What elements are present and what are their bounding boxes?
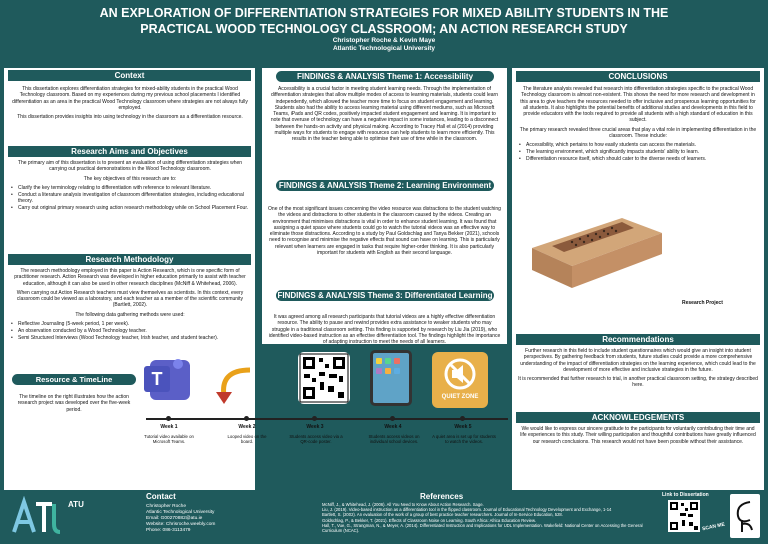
quiet-zone-label: QUIET ZONE	[441, 394, 479, 400]
recommendations-body	[518, 348, 758, 392]
contact-heading: Contact	[146, 492, 176, 501]
teams-logo	[140, 352, 196, 408]
week-label: Week 4	[384, 424, 402, 430]
contact-website[interactable]: Website: Chrisroche.weebly.com	[146, 522, 216, 527]
aims-item: • Carry out original primary research using action research methodology while on School Placement Four.	[10, 205, 250, 211]
acknowledgements-heading: ACKNOWLEDGEMENTS	[516, 412, 760, 423]
theme2-body: One of the most significant issues concerning the video resource was distractions to the student watching the videos and distractions to other students in the classroom caused by the videos. Creating an environment that minimises distractions is vital in order to enhance student learning. It was found that assigning a quiet space where students could go to watch the tutorial videos was an effective way to eliminate those distractions. According to a study by Paul Goldschlag and Tanya Bekker (2021), schools need to recognise and minimise the negative effects that sound can have on learning. This is particularly relevant when learners are engaged in tasks that require higher-order thinking. It is also particularly important for students with English as their second language.	[268, 206, 501, 257]
timeline-marker	[312, 416, 317, 421]
timeline-axis	[146, 418, 508, 420]
logo-text: ATU	[68, 500, 84, 509]
timeline-marker	[390, 416, 395, 421]
poster-title	[0, 0, 768, 37]
scan-me-label: SCAN ME	[701, 521, 726, 533]
middle-column	[262, 68, 507, 344]
week-description: Students access video via a QR-code poster.	[289, 434, 343, 445]
conclusion-item: • Accessibility, which pertains to how easily students can access the materials.	[518, 142, 758, 148]
svg-text:T: T	[151, 369, 163, 389]
contact-org: Atlantic Technological University	[146, 510, 215, 515]
signature-logo	[730, 494, 760, 538]
methodology-heading: Research Methodology	[8, 254, 251, 265]
week-label: Week 3	[306, 424, 324, 430]
conclusions-body	[518, 86, 758, 163]
methodology-p2: When carrying out Action Research teachers must view themselves as scientists. In this context, every classroom could be viewed as a laboratory, and each teacher as a member of the scientific community (Bartlett, 2002).	[16, 289, 244, 309]
timeline-heading: Resource & TimeLine	[12, 374, 136, 385]
aims-p2: The key objectives of this research are to:	[83, 175, 177, 182]
teams-icon	[140, 352, 196, 408]
methodology-body	[10, 268, 250, 341]
university: Atlantic Technological University	[332, 45, 436, 52]
signature-icon	[730, 494, 760, 538]
qr-code-icon	[298, 352, 350, 404]
context-p2: This dissertation provides insights into using technology in the classroom as a differentiation resource.	[17, 114, 243, 121]
week-description: Students access videos on individual school devices.	[368, 434, 420, 445]
atu-logo	[8, 496, 64, 538]
method-item: • Semi Structured Interviews (Wood Technology teacher, Irish teacher, and student teacher).	[10, 335, 250, 341]
poster-footer	[0, 490, 768, 544]
conclusions-heading: CONCLUSIONS	[516, 71, 760, 82]
conclusions-p1: The literature analysis revealed that research into differentiation strategies specific to the practical Wood Technology classroom is almost non-existent. This shows the need for more research and development in this area to give teachers the resources needed to offer inclusive and prosperous learning opportunities for all students. It also highlights the potential benefits of additional studies and developments in this field to provide educators with the tools required to provide all students with a high standard of education in this subject.	[520, 86, 756, 124]
image-caption: Research Project	[682, 300, 723, 306]
contact-phone: Phone: 086-3113479	[146, 528, 191, 533]
recommendations-p1: Further research in this field to include student questionnaires which would give an insight into student perspectives. By gathering feedback from students, future studies could provide a more comprehensive understanding of the impact of differentiation strategies on the learning experience, which could lead to the development of more effective and inclusive strategies in the future.	[520, 348, 756, 373]
method-item: • An observation conducted by a Wood Technology teacher.	[10, 328, 250, 334]
methodology-p3: The following data gathering methods were used:	[75, 311, 185, 318]
week-label: Week 5	[454, 424, 472, 430]
context-body	[12, 86, 248, 123]
conclusion-item: • The learning environment, which significantly impacts students' ability to learn.	[518, 149, 758, 155]
method-item: • Reflective Journaling (5-week period, 1 per week).	[10, 321, 250, 327]
research-project-image	[522, 188, 672, 298]
week-description: Tutorial video available on Microsoft Teams.	[144, 434, 194, 445]
conclusions-p2: The primary research revealed three crucial areas that play a vital role in implementing differentiation in the classroom. These include:	[519, 126, 757, 140]
contact-email[interactable]: Email: G00270882@atu.ie	[146, 516, 203, 521]
contact-name: Christopher Roche	[146, 504, 186, 509]
aims-item: • Clarify the key terminology relating to differentiation with reference to relevant literature.	[10, 185, 250, 191]
theme3-heading: FINDINGS & ANALYSIS Theme 3: Differentiated Learning	[277, 291, 493, 300]
quiet-zone-sign	[432, 352, 488, 408]
ipad-image	[368, 348, 414, 408]
dissertation-qr-code[interactable]	[668, 500, 700, 532]
theme1-heading: FINDINGS & ANALYSIS Theme 1: Accessibility	[276, 71, 494, 82]
theme3-body: It was agreed among all research participants that tutorial videos are a highly effective differentiation resource. The ability to pause and rewind provides extra assistance to weaker students who may struggle in a traditional classroom setting. This finding is supported by research by Liu Jia (2019), who identified video-based instruction as an effective differentiation tool. The findings highlight the importance of adapting instruction to meet the needs of all learners.	[268, 314, 501, 346]
context-p1: This dissertation explores differentiation strategies for mixed-ability students in the practical Wood Technology classroom. Based on my experiences during my previous school placements I identified differentiation as an area in the practical Wood Technology classroom where strategies are not always fully employed.	[12, 86, 248, 111]
timeline-marker	[460, 416, 465, 421]
methodology-list	[10, 321, 250, 341]
timeline-marker	[166, 416, 171, 421]
reference-item: McNiff, J., & Whitehead, J. (2006). All You Need to Know About Action Research. Sage.	[322, 502, 484, 507]
reference-item: Goldschlag, P., & Bekker, T. (2021). Effects of Classroom Noise on Learning. South Africa: Africa Education Review.	[322, 517, 536, 523]
recommendations-p2: It is recommended that further research to trial, in another practical classroom setting, the strategy described here.	[518, 376, 758, 389]
week-label: Week 1	[160, 424, 178, 430]
tablet-icon	[368, 348, 414, 408]
qr-code-icon	[668, 500, 700, 532]
timeline-body: The timeline on the right illustrates how the action research project was developed over the five-week period.	[17, 394, 131, 413]
right-column	[512, 68, 764, 490]
context-heading: Context	[8, 70, 251, 81]
reference-item: Liu, J. (2019). Video-based instruction as a differentiation tool in the flipped classroom. Journal of Educational Technology Development and Exchange, 1-14	[322, 507, 612, 513]
conclusion-item: • Differentiation resource itself, which should cater to the diverse needs of learners.	[518, 156, 758, 162]
theme2-heading: FINDINGS & ANALYSIS Theme 2: Learning Environment	[276, 180, 494, 191]
title-line-2: PRACTICAL WOOD TECHNOLOGY CLASSROOM; AN ACTION RESEARCH STUDY	[140, 22, 628, 36]
week-description: Looped video on the board.	[227, 434, 267, 445]
methodology-p1: The research methodology employed in this paper is Action Research, which is one specific form of practitioner research. Action Research was developed in higher education primarily to assist with teacher education, although it can also be used in other research disciplines (McNiff & Whitehead, 2006).	[14, 268, 246, 287]
aims-p1: The primary aim of this dissertation is to present an evaluation of using differentiation strategies when carrying out practical demonstrations in the Wood Technology classroom.	[17, 160, 243, 173]
timeline-marker	[244, 416, 249, 421]
week-description: A quiet area is set up for students to watch the videos.	[432, 434, 496, 445]
aims-heading: Research Aims and Objectives	[8, 146, 251, 157]
title-line-1: AN EXPLORATION OF DIFFERENTIATION STRATEGIES FOR MIXED ABILITY STUDENTS IN THE	[99, 6, 669, 20]
conclusions-list	[518, 142, 758, 162]
contact-info	[146, 504, 296, 534]
references-heading: References	[420, 492, 464, 501]
recommendations-heading: Recommendations	[516, 334, 760, 345]
aims-list	[10, 185, 250, 211]
aims-item: • Conduct a literature analysis investigation of classroom differentiation strategies, including educational theory.	[10, 192, 250, 205]
curved-arrow-icon	[210, 362, 260, 406]
acknowledgements-body: We would like to express our sincere gratitude to the participants for voluntarily contributing their time and life experiences to this study. Their willing participation and thoughtful contributions have greatly influenced our research conclusions. This research would not have been possible without their assistance.	[520, 426, 756, 445]
references-list	[322, 502, 652, 533]
poster-header	[0, 0, 768, 64]
authors: Christopher Roche & Kevin Maye	[332, 37, 436, 44]
week-label: Week 2	[238, 424, 256, 430]
left-column	[4, 68, 255, 490]
aims-body	[10, 160, 250, 212]
reference-item: Bartlett, S. (2002). An evaluation of the work of a group of best practice teacher researchers. Journal of In-Service Education, 528.	[322, 512, 563, 518]
qr-poster	[298, 352, 350, 404]
link-label: Link to Dissertation	[662, 492, 709, 498]
reference-item: Hall, T., Vue, G., Strangman, N., & Meyer, A. (2014). Differentiated Instruction and Implications for UDL Implementation. Wakefield: National Center on Accessing the General Curriculum (NCAC).	[322, 522, 643, 534]
theme1-body: Accessibility is a crucial factor in meeting student learning needs. Through the implementation of differentiation strategies that allow multiple modes of access to learning materials, students could learn independently, which allowed the teacher more time to focus on student engagement and learning. Students also had the ability to access learning material using different mediums, such as Microsoft Teams, iPads and QR codes, positively impacted student engagement and learning. It is important to note that overuse of technology can have a negative impact in some instances, leading to a disconnect between the hands-on activity and physical making. According to Tracey Hall et al (2014) providing multiple ways for students to engage with resources can help students to learn more efficiently. This results in the teacher being able to optimise their use of time while in the classroom.	[270, 86, 499, 143]
